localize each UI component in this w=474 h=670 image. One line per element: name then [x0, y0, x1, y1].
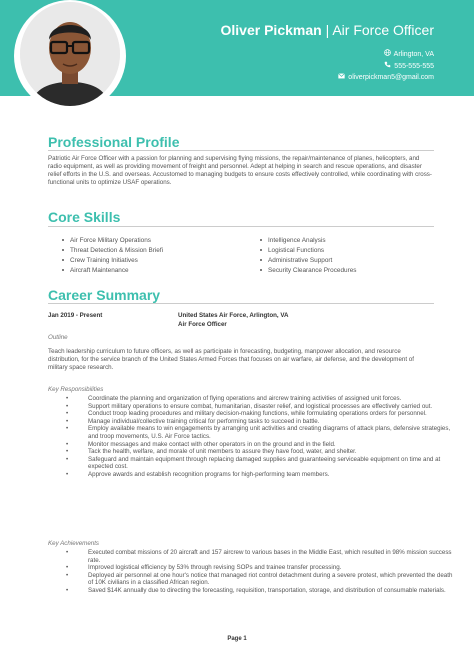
list-item: • Monitor messages and make contact with other operators in on the ground and in the field. — [88, 441, 458, 449]
skill-item: Aircraft Maintenance — [62, 266, 129, 276]
contact-phone — [384, 61, 434, 70]
location-text: Arlington, VA — [393, 51, 434, 58]
skill-item: Security Clearance Procedures — [260, 266, 356, 276]
skill-item: Threat Detection & Mission Briefi — [62, 246, 163, 256]
list-item: • Approve awards and establish recognition programs for high-performing team members. — [88, 471, 458, 479]
candidate-name: Oliver Pickman — [220, 22, 322, 38]
skill-item: Logistical Functions — [260, 246, 324, 256]
skill-item: Air Force Military Operations — [62, 236, 151, 246]
skills-divider — [48, 226, 434, 227]
email-link[interactable]: oliverpickman5@gmail.com — [348, 74, 434, 81]
contact-email — [338, 73, 434, 81]
phone-icon — [384, 61, 391, 70]
phone-text: 555-555-555 — [394, 63, 434, 70]
skill-item: Administrative Support — [260, 256, 332, 266]
outline-text: Teach leadership curriculum to future officers, as well as participate in forecasting, budgeting, manpower allocation, and resource distribution, for the service branch of the United States Armed Forces that focuses on air warfare, air defense, and the development of military space research. — [48, 348, 414, 371]
list-item: • Deployed air personnel at one hour's notice that managed riot control detachment during a severe protest, which prevented the death of 10K civilians in a classified African region. — [88, 572, 458, 587]
responsibilities-label: Key Responsibilities — [48, 386, 104, 393]
skill-item: Crew Training Initiatives — [62, 256, 138, 266]
name-title-line — [221, 22, 434, 38]
list-item: • Tack the health, welfare, and morale of unit members to assure they have food, water, and shelter. — [88, 448, 458, 456]
job-title: Air Force Officer — [332, 22, 434, 38]
outline-label: Outline — [48, 334, 68, 341]
page-number: Page 1 — [227, 636, 247, 642]
list-item: • Coordinate the planning and organization of flying operations and aircrew training activities of assigned unit forces. — [88, 395, 458, 403]
list-item: • Conduct troop leading procedures and military decision-making functions, while formulating operations orders for personnel. — [88, 410, 458, 418]
skills-heading: Core Skills — [48, 209, 121, 225]
achievements-list — [64, 549, 458, 595]
person-avatar-icon — [20, 2, 120, 106]
profile-summary: Patriotic Air Force Officer with a passion for planning and supervising flying missions, the repair/maintenance of planes, helicopters, and radio equipment, as well as providing movement of freight and personnel. Adept at helping in search and rescue operations, and disaster relief efforts in the U.S. and overseas. Accustomed to managing budgets to ensure costs effectively controlled, while coordinating with cross-functional units to optimize USAF operations. — [48, 155, 432, 186]
list-item: • Improved logistical efficiency by 53% through revising SOPs and trainee transfer processing. — [88, 564, 458, 572]
role-title: Air Force Officer — [178, 321, 227, 328]
list-item: • Saved $14K annually due to directing the forecasting, requisition, transportation, storage, and distribution of consumable materials. — [88, 587, 458, 595]
contact-location — [384, 49, 434, 58]
title-separator: | — [325, 22, 330, 38]
list-item: • Executed combat missions of 20 aircraft and 157 aircrew to various bases in the Middle East, which resulted in 98% mission success rate. — [88, 549, 458, 564]
list-item: • Support military operations to ensure combat, humanitarian, disaster relief, and logistical processes are effectively carried out. — [88, 403, 458, 411]
skill-item: Intelligence Analysis — [260, 236, 326, 246]
employer-name: United States Air Force, Arlington, VA — [178, 312, 289, 319]
envelope-icon — [338, 73, 345, 81]
career-divider — [48, 303, 434, 304]
profile-divider — [48, 150, 434, 151]
list-item: • Safeguard and maintain equipment through replacing damaged supplies and guaranteeing serviceable equipment on time and at expected cost. — [88, 456, 458, 471]
globe-icon — [384, 49, 391, 58]
career-heading: Career Summary — [48, 287, 161, 303]
profile-photo — [20, 2, 120, 106]
achievements-label: Key Achievements — [48, 540, 100, 547]
job-dates: Jan 2019 - Present — [48, 312, 103, 319]
responsibilities-list — [64, 395, 458, 479]
list-item: • Employ available means to win engagements by arranging unit activities and creating diagrams of attack plans, defensive strategies, and troop movements, U.S. Air Force tactics. — [88, 425, 458, 440]
list-item: • Manage individual/collective training critical for performing tasks to succeed in battle. — [88, 418, 458, 426]
profile-heading: Professional Profile — [48, 134, 180, 150]
